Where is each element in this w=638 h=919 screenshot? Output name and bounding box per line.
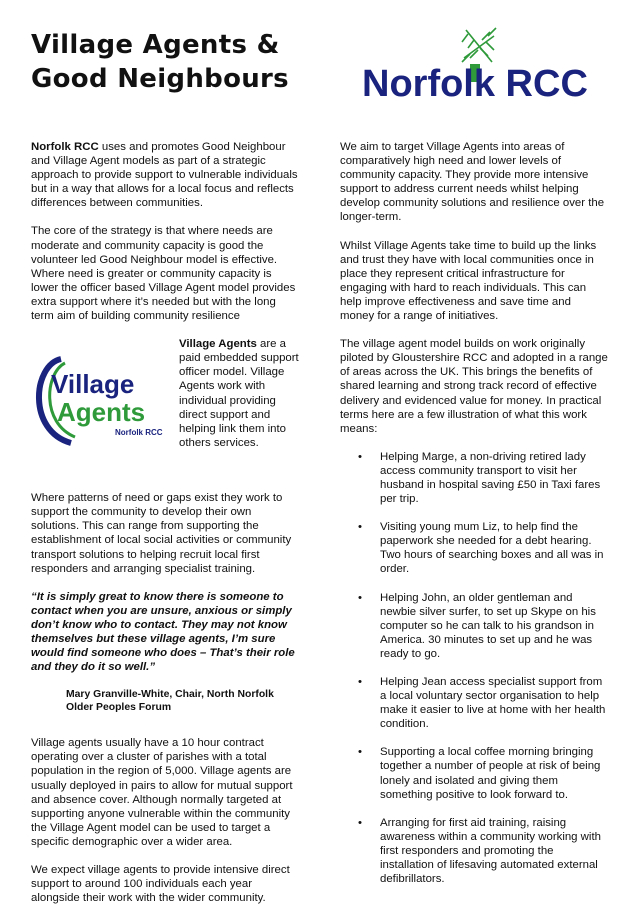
right-paragraph-3: The village agent model builds on work originally piloted by Gloustershire RCC and adopted in a range of areas across the UK. This brings the benefits of shared learning and strong track record of effective delivery and evidenced value for money. In practical terms here are a few illustration of what this work means:: [340, 338, 608, 435]
page-title: [31, 28, 351, 96]
village-agents-logo-line2: Agents: [57, 397, 146, 428]
list-item: • Visiting young mum Liz, to help find the paperwork she needed for a debt hearing. Two hours of searching boxes and all was in order.: [358, 521, 604, 576]
right-paragraph-2: Whilst Village Agents take time to build up the links and trust they have with local communities once in place they represent critical infrastructure for engaging with hard to reach individuals. This can help improve effectiveness and save time and money for a range of initiatives.: [340, 239, 597, 323]
norfolk-rcc-logo-text: Norfolk RCC: [362, 63, 588, 104]
title-line-1: Village Agents &: [31, 30, 280, 60]
village-agents-block: [31, 337, 299, 477]
list-item: • Helping Jean access specialist support from a local voluntary sector organisation to help make it easier to live at home with her health condition.: [358, 676, 606, 731]
left-paragraph-4: Village agents usually have a 10 hour contract operating over a cluster of parishes with a total population in the region of 5,000. Village agents are usually deployed in pairs to allow for mutual support and absence cover. Although normally targeted at supporting anyone vulnerable within the community the Village Agent model can be used to target a specific demographic over a wider area.: [31, 737, 293, 848]
norfolk-rcc-logo: [358, 14, 608, 104]
list-item: • Supporting a local coffee morning bringing together a number of people at risk of being lonely and isolated and giving them something positive to look forward to.: [358, 746, 601, 801]
village-agents-logo-sub: Norfolk RCC: [115, 428, 163, 438]
title-line-2: Good Neighbours: [31, 64, 289, 94]
list-item: • Arranging for first aid training, raising awareness within a community working with first responders and promoting the installation of lifesaving automated external defibrillators.: [358, 816, 601, 886]
left-paragraph-3: Where patterns of need or gaps exist they work to support the community to develop their own solutions. This can range from supporting the establishment of local social activities or community transport solutions to helping recruit local first responders and arranging specialist training.: [31, 492, 292, 575]
norfolk-rcc-bold: Norfolk RCC: [31, 141, 99, 153]
right-paragraph-1: We aim to target Village Agents into areas of comparatively high need and lower levels of community capacity. They provide more intensive support to address current needs whilst helping develop community solutions and resilience over the longer-term.: [340, 141, 605, 224]
quote-attribution: Mary Granville-White, Chair, North Norfolk Older Peoples Forum: [66, 689, 274, 714]
list-item: • Helping Marge, a non-driving retired lady access community transport to visit her husband in hospital saving £50 in Taxi fares per trip.: [358, 450, 601, 506]
village-agents-logo-line1: Village: [51, 369, 135, 400]
testimonial-quote: “It is simply great to know there is someone to contact when you are unsure, anxious or simply don’t know who to contact. They may not know themselves but these village agents, I’m sure would find someone who does – That’s their role and they do it so well.”: [31, 590, 295, 674]
left-paragraph-5: We expect village agents to provide intensive direct support to around 100 individuals each year alongside their work with the wider community.: [31, 864, 290, 905]
village-agents-description: Village Agents are a paid embedded support officer model. Village Agents work with individual providing direct support and helping link them into others services.: [179, 338, 299, 449]
village-agents-logo: [31, 351, 171, 451]
left-paragraph-2: The core of the strategy is that where needs are moderate and community capacity is good the volunteer led Good Neighbour model is effective. Where need is greater or community capacity is lower the officer based Village Agent model provides extra support where it’s needed but with the long term aim of building community resilience: [31, 225, 296, 323]
right-column: [340, 140, 608, 900]
left-column: [31, 140, 299, 919]
list-item: • Helping John, an older gentleman and newbie silver surfer, to set up Skype on his computer so he can talk to his grandson in America. 30 minutes to set up and he was ready to go.: [358, 591, 596, 660]
left-paragraph-1: Norfolk RCC uses and promotes Good Neighbour and Village Agent models as part of a strategic approach to provide support to vulnerable individuals but in a way that allows for a local focus and reflects differences between communities.: [31, 141, 298, 210]
examples-list: [340, 450, 608, 886]
